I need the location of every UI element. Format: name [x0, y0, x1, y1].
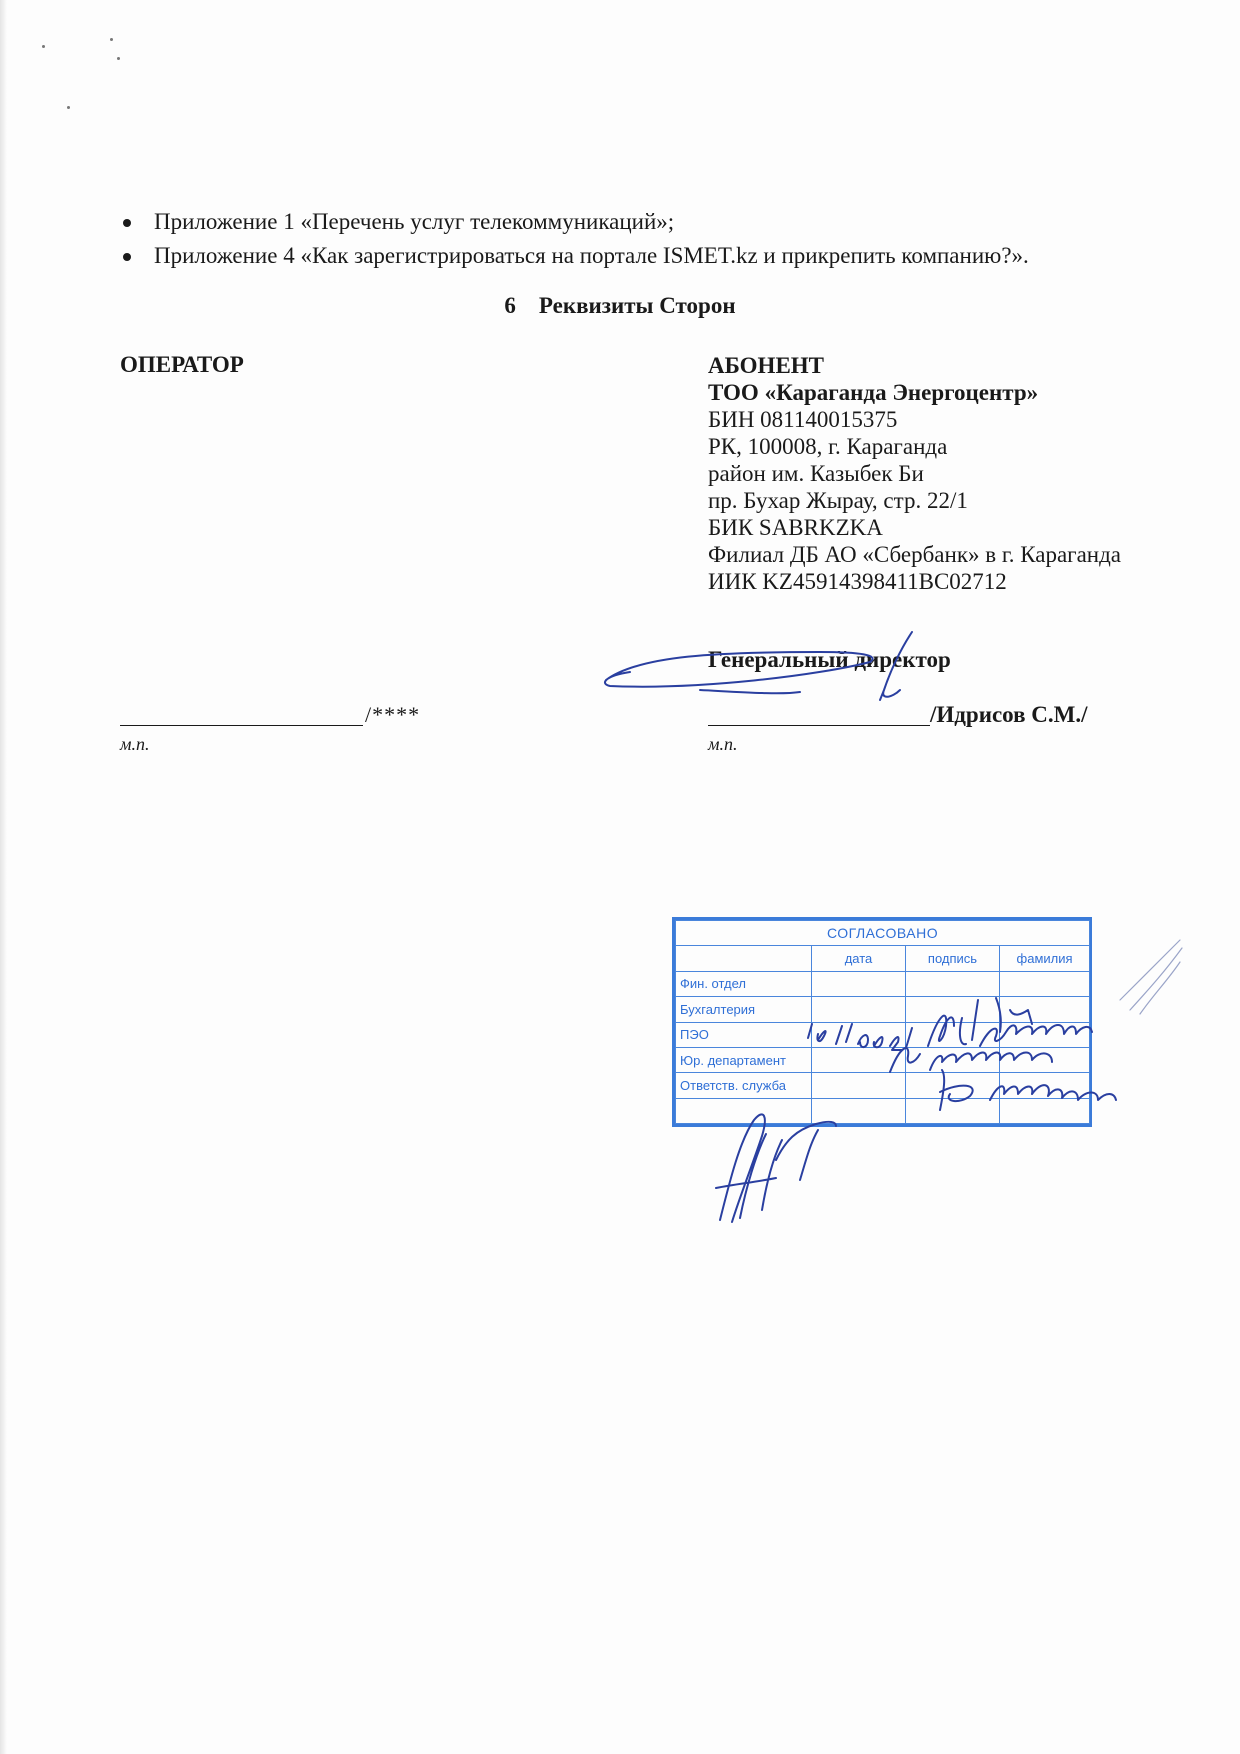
- approval-cell: [1000, 1073, 1090, 1098]
- scan-speck: [42, 45, 45, 48]
- subscriber-seal-label: м.п.: [708, 734, 738, 754]
- attachment-item: [120, 239, 1029, 273]
- subscriber-address-district: район им. Казыбек Би: [708, 461, 924, 486]
- approval-cell: [1000, 997, 1090, 1022]
- subscriber-signature-name: /Идрисов С.М./: [930, 702, 1088, 727]
- approval-row-label: ПЭО: [676, 1022, 812, 1047]
- operator-heading: ОПЕРАТОР: [120, 352, 244, 377]
- operator-signature-line: [120, 725, 363, 726]
- attachments-list: [120, 205, 1029, 273]
- attachment-text: Приложение 1 «Перечень услуг телекоммуникаций»;: [154, 209, 675, 234]
- approval-cell: [676, 1098, 812, 1123]
- approval-cell: [812, 971, 906, 996]
- approval-cell: [906, 1047, 1000, 1072]
- approval-cell: [906, 1022, 1000, 1047]
- approval-cell: [812, 997, 906, 1022]
- approval-column-signature: подпись: [906, 946, 1000, 971]
- approval-cell: [906, 971, 1000, 996]
- approval-cell: [906, 1073, 1000, 1098]
- subscriber-signature-line: [708, 725, 930, 726]
- bullet-icon: [123, 253, 131, 261]
- approval-cell: [812, 1022, 906, 1047]
- subscriber-details: [708, 352, 1121, 595]
- approval-cell: [906, 997, 1000, 1022]
- approval-corner-cell: [676, 946, 812, 971]
- section-title: [0, 293, 1240, 319]
- approval-row-label: Бухгалтерия: [676, 997, 812, 1022]
- approval-row-label: Фин. отдел: [676, 971, 812, 996]
- approval-cell: [812, 1047, 906, 1072]
- attachment-text: Приложение 4 «Как зарегистрироваться на портале ISMET.kz и прикрепить компанию?».: [154, 243, 1029, 268]
- subscriber-company: ТОО «Караганда Энергоцентр»: [708, 380, 1039, 405]
- approval-cell: [1000, 1047, 1090, 1072]
- subscriber-address-street: пр. Бухар Жырау, стр. 22/1: [708, 488, 968, 513]
- scan-speck: [110, 38, 113, 41]
- approval-column-date: дата: [812, 946, 906, 971]
- faint-scribble: [1120, 940, 1182, 1014]
- approval-initial: [716, 1114, 836, 1222]
- approval-column-surname: фамилия: [1000, 946, 1090, 971]
- bullet-icon: [123, 219, 131, 227]
- subscriber-position: Генеральный директор: [708, 647, 951, 672]
- scan-speck: [117, 57, 120, 60]
- subscriber-bin: БИН 081140015375: [708, 407, 898, 432]
- approval-table: [675, 920, 1090, 1124]
- operator-signature-name: /****: [365, 702, 421, 727]
- approval-cell: [1000, 1022, 1090, 1047]
- approval-cell: [812, 1098, 906, 1123]
- attachment-item: [120, 205, 1029, 239]
- subscriber-iik: ИИК KZ45914398411BC02712: [708, 569, 1007, 594]
- approval-stamp: [672, 917, 1092, 1127]
- operator-seal-label: м.п.: [120, 734, 150, 754]
- approval-cell: [1000, 1098, 1090, 1123]
- section-number: 6: [504, 293, 516, 318]
- scan-speck: [67, 106, 70, 109]
- section-title-text: Реквизиты Сторон: [538, 293, 736, 318]
- subscriber-heading: АБОНЕНТ: [708, 353, 825, 378]
- scan-edge: [0, 0, 7, 1754]
- approval-row-label: Юр. департамент: [676, 1047, 812, 1072]
- approval-row-label: Ответств. служба: [676, 1073, 812, 1098]
- approval-cell: [906, 1098, 1000, 1123]
- subscriber-bank: Филиал ДБ АО «Сбербанк» в г. Караганда: [708, 542, 1122, 567]
- approval-title: СОГЛАСОВАНО: [676, 921, 1090, 946]
- subscriber-bik: БИК SABRKZKA: [708, 515, 883, 540]
- approval-cell: [812, 1073, 906, 1098]
- subscriber-address-city: РК, 100008, г. Караганда: [708, 434, 948, 459]
- approval-cell: [1000, 971, 1090, 996]
